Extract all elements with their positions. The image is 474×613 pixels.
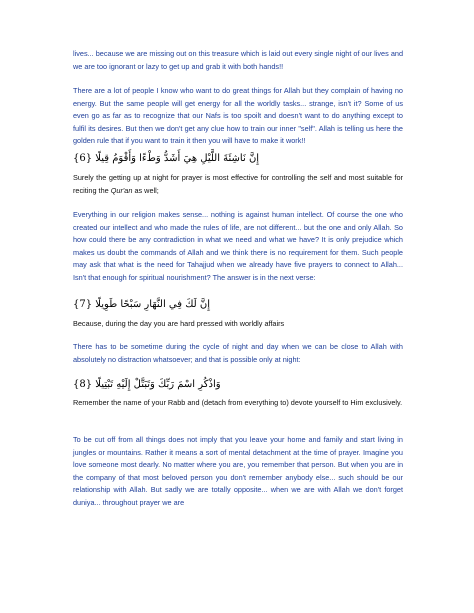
translation-verse-7: Because, during the day you are hard pressed with worldly affairs bbox=[73, 319, 285, 328]
commentary-paragraph-3: Everything in our religion makes sense... nothing is against human intellect. Of course the one who created our intellect and who made the rules of life, are not different... but the one and only Allah. So how could there be any contradiction in what we need and what we have? It is only prejudice which makes us doubt the commands of Allah and we think there is no requirement for them. Such people may ask that what is the need for Tahajjud when we already have five prayers to connect to Allah... Isn't that enough for spiritual nourishment? The answer is in the next verse: bbox=[73, 210, 403, 282]
translation-verse-8: Remember the name of your Rabb and (detach from everything to) devote yourself to Him exclusively. bbox=[73, 398, 403, 407]
translation-verse-6-emphasis: Qur'an bbox=[110, 185, 133, 195]
commentary-paragraph-1: lives... because we are missing out on this treasure which is laid out every single night of our lives and we are too ignorant or lazy to get up and grab it with both hands!! bbox=[73, 49, 403, 71]
commentary-paragraph-4: There has to be sometime during the cycle of night and day when we can be close to Allah with absolutely no distraction whatsoever; and that is possible only at night: bbox=[73, 342, 403, 364]
quran-verse-7: إِنَّ لَكَ فِي النَّهَارِ سَبْحًا طَوِيلًا {7} bbox=[73, 299, 210, 310]
quran-verse-6: إِنَّ نَاشِئَةَ اللَّيْلِ هِيَ أَشَدُّ وَطْءًا وَأَقْوَمُ قِيلًا {6} bbox=[73, 153, 260, 164]
commentary-paragraph-5: To be cut off from all things does not imply that you leave your home and family and start living in jungles or mountains. Rather it means a sort of mental detachment at the time of prayer. Imagine you love someone most dearly. No matter where you are, you remember that person. But when you are in the company of that most beloved person you don't remember anybody else... such should be our relationship with Allah. But sadly we are totally opposite... when we are with Allah we don't forget duniya... throughout prayer we are bbox=[73, 435, 403, 507]
quran-verse-8: وَاذْكُرِ اسْمَ رَبِّكَ وَتَبَتَّلْ إِلَيْهِ تَبْتِيلًا {8} bbox=[73, 379, 221, 390]
translation-verse-6-text: Surely the getting up at night for prayer is most effective for controlling the self and most suitable for reciting the bbox=[73, 173, 403, 195]
commentary-paragraph-2: There are a lot of people I know who want to do great things for Allah but they complain of having no energy. But the same people will get energy for all the worldly tasks... strange, isn't it? Some of us even go as far as to recognize that our Nafs is too spoilt and doesn't want to do anything except to fulfil its desires. But then we don't get any clue how to train our inner "self". Allah is telling us here the golden rule that if you want to train it then you will have to make it work!! bbox=[73, 86, 403, 146]
translation-verse-6-end: as well; bbox=[132, 185, 159, 195]
translation-verse-6 bbox=[73, 172, 403, 197]
